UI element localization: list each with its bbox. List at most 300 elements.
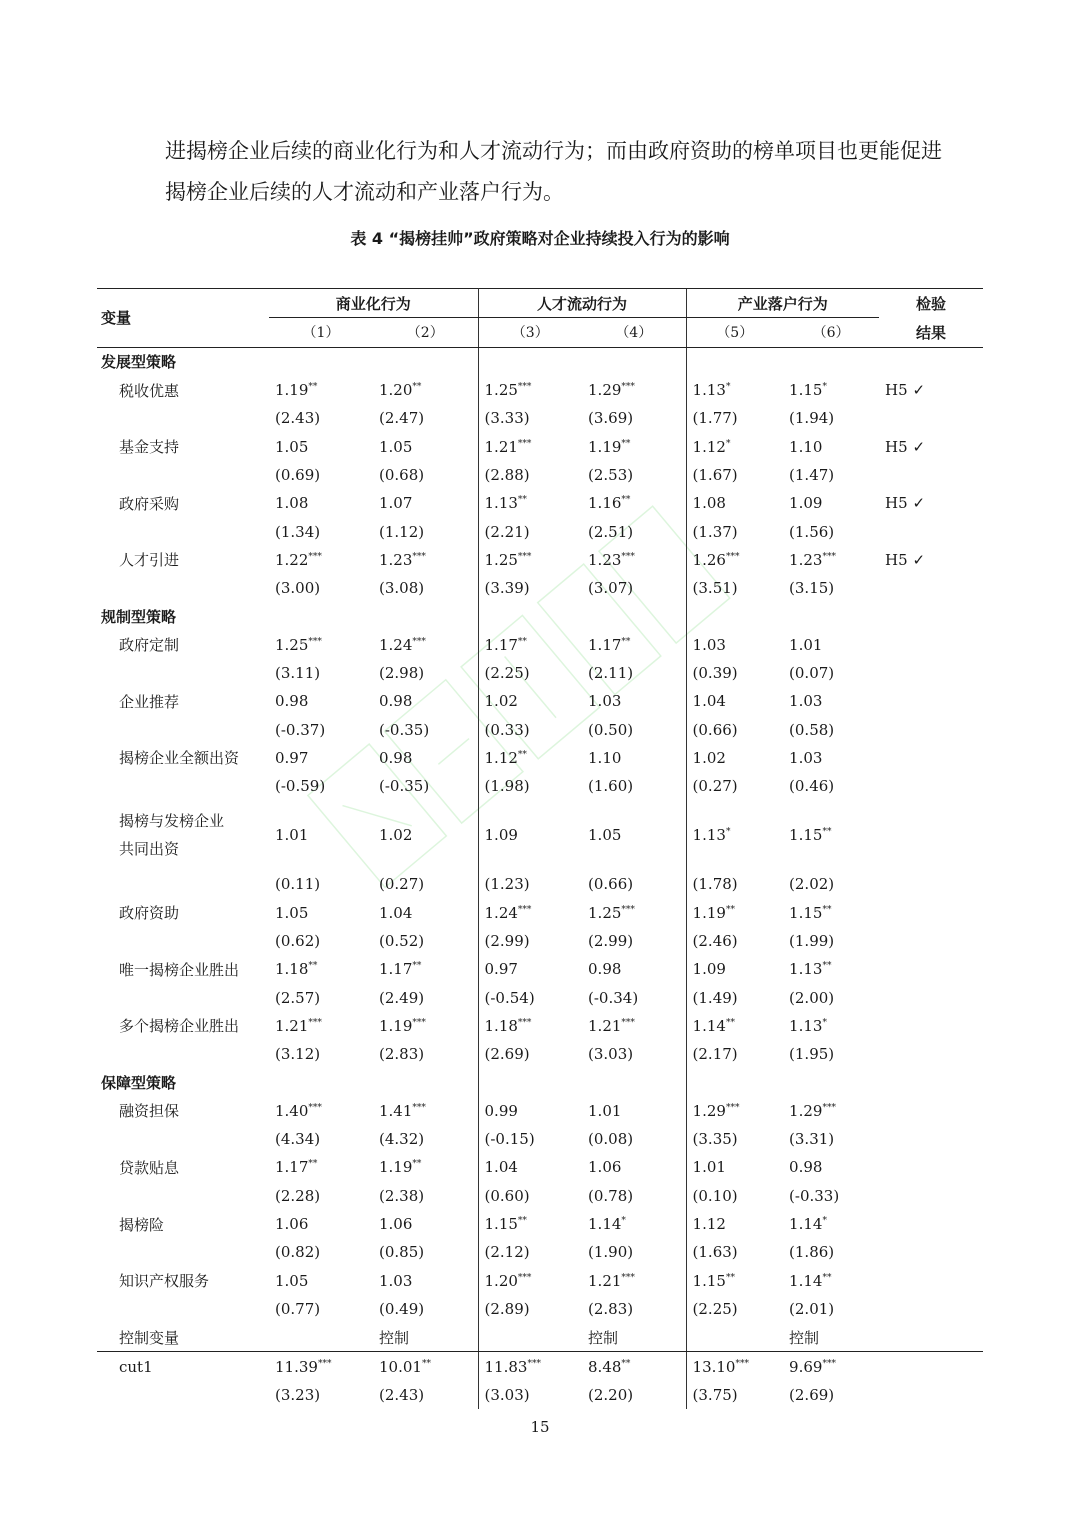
- significance-stars: **: [412, 382, 422, 393]
- t-stat-cell: (1.77): [686, 404, 783, 432]
- empty-cell: [478, 602, 582, 630]
- coef-cell: 1.06: [275, 1215, 309, 1234]
- t-stat-cell: (1.47): [789, 465, 835, 484]
- section-row: [97, 347, 983, 376]
- coef-cell: 1.14**: [789, 1271, 832, 1290]
- empty-cell: [879, 1352, 983, 1381]
- t-stat-cell: (0.78): [588, 1186, 634, 1205]
- empty-cell: [97, 927, 269, 955]
- significance-stars: ***: [621, 1272, 635, 1283]
- header-group: 商业化行为: [269, 289, 478, 318]
- t-stat-row: [97, 574, 983, 602]
- coef-cell: 1.41***: [379, 1101, 426, 1120]
- t-stat-cell: (2.01): [789, 1299, 835, 1318]
- header-model: （5）: [686, 318, 783, 347]
- coef-cell: 1.19**: [379, 1158, 422, 1177]
- coef-cell: 1.10: [789, 437, 823, 456]
- significance-stars: **: [822, 1272, 832, 1283]
- coef-cell: 1.40***: [275, 1101, 322, 1120]
- coef-row: [97, 1153, 983, 1181]
- t-stat-cell: (2.89): [478, 1295, 582, 1323]
- empty-cell: [879, 1068, 983, 1096]
- coef-cell: 1.05: [275, 437, 309, 456]
- header-model: （6）: [783, 318, 879, 347]
- page-number: 15: [530, 1418, 550, 1436]
- header-group: 产业落户行为: [686, 289, 879, 318]
- coef-cell: 0.98: [379, 692, 413, 711]
- t-stat-row: [97, 1125, 983, 1153]
- coef-cell: 1.19**: [275, 381, 318, 400]
- coef-cell: 1.21***: [275, 1016, 322, 1035]
- test-result: [879, 1012, 983, 1040]
- coef-cell: 1.24***: [478, 899, 582, 927]
- t-stat-cell: (2.47): [379, 409, 425, 428]
- variable-label: 基金支持: [119, 438, 180, 457]
- significance-stars: *: [725, 827, 731, 838]
- t-stat-cell: (0.07): [789, 664, 835, 682]
- t-stat-cell: (1.90): [588, 1243, 634, 1262]
- t-stat-cell: (2.12): [478, 1238, 582, 1266]
- coef-cell: 0.99: [478, 1097, 582, 1125]
- coef-cell: 1.13*: [686, 376, 783, 404]
- t-stat-cell: (0.58): [789, 720, 835, 739]
- header-model: （2）: [373, 318, 478, 347]
- t-stat-cell: (1.99): [789, 932, 835, 951]
- empty-cell: [879, 984, 983, 1012]
- test-result: H5 ✓: [885, 550, 926, 569]
- t-stat-cell: (2.99): [478, 927, 582, 955]
- control-cell: 控制: [373, 1323, 478, 1352]
- significance-stars: **: [421, 1358, 431, 1369]
- variable-label: 企业推荐: [119, 692, 180, 711]
- coef-cell: 1.06: [379, 1215, 413, 1234]
- empty-cell: [97, 984, 269, 1012]
- coef-cell: 1.12**: [478, 744, 582, 772]
- significance-stars: ***: [822, 551, 836, 562]
- t-stat-cell: (-0.54): [478, 984, 582, 1012]
- coef-cell: 0.98: [275, 692, 309, 711]
- empty-cell: [879, 602, 983, 630]
- significance-stars: ***: [621, 1017, 635, 1028]
- t-stat-cell: (0.50): [588, 720, 634, 739]
- coef-cell: 0.98: [379, 748, 413, 767]
- coef-cell: 11.39***: [275, 1357, 332, 1376]
- t-stat-cell: (2.38): [379, 1186, 425, 1205]
- t-stat-cell: (2.43): [379, 1385, 425, 1404]
- significance-stars: **: [621, 495, 631, 506]
- control-label: 控制变量: [97, 1323, 269, 1352]
- t-stat-cell: (3.11): [275, 664, 321, 682]
- test-result: [879, 1267, 983, 1295]
- significance-stars: **: [412, 1159, 422, 1170]
- test-result: [879, 899, 983, 927]
- t-stat-cell: (2.21): [478, 517, 582, 545]
- t-stat-cell: (3.69): [588, 409, 634, 428]
- t-stat-cell: (1.94): [789, 409, 835, 428]
- t-stat-row: [97, 1182, 983, 1210]
- coef-cell: 1.24***: [379, 635, 426, 654]
- empty-cell: [269, 602, 373, 630]
- t-stat-row: [97, 715, 983, 743]
- variable-label: 政府采购: [119, 494, 180, 513]
- significance-stars: **: [725, 904, 735, 915]
- coef-cell: 1.21***: [588, 1271, 635, 1290]
- coef-cell: 1.19***: [379, 1016, 426, 1035]
- header-variable: 变量: [97, 289, 269, 348]
- coef-cell: 1.10: [588, 748, 622, 767]
- coef-cell: 1.14*: [588, 1215, 626, 1234]
- coef-cell: 1.13*: [789, 1016, 827, 1035]
- coef-row: [97, 687, 983, 715]
- empty-cell: [97, 870, 269, 898]
- t-stat-cell: (1.37): [686, 517, 783, 545]
- coef-cell: 1.12*: [686, 432, 783, 460]
- coef-cell: 1.07: [379, 494, 413, 513]
- coef-cell: 1.03: [686, 631, 783, 659]
- t-stat-cell: (0.62): [275, 932, 321, 951]
- section-row: [97, 1068, 983, 1096]
- t-stat-cell: (1.86): [789, 1243, 835, 1262]
- significance-stars: **: [517, 636, 527, 647]
- significance-stars: ***: [308, 551, 322, 562]
- table-caption: 表 4 “揭榜挂帅”政府策略对企业持续投入行为的影响: [350, 229, 730, 248]
- empty-cell: [582, 347, 686, 376]
- test-result: [879, 687, 983, 715]
- t-stat-cell: (2.83): [588, 1299, 634, 1318]
- test-result: H5 ✓: [885, 437, 926, 456]
- t-stat-cell: (0.27): [686, 772, 783, 800]
- coef-cell: 1.20***: [478, 1267, 582, 1295]
- empty-cell: [97, 517, 269, 545]
- empty-cell: [879, 404, 983, 432]
- variable-label: 唯一揭榜企业胜出: [119, 960, 240, 979]
- t-stat-cell: (2.46): [686, 927, 783, 955]
- t-stat-row: [97, 1295, 983, 1323]
- significance-stars: ***: [412, 1017, 426, 1028]
- cut1-row: [97, 1352, 983, 1381]
- significance-stars: ***: [621, 551, 635, 562]
- coef-cell: 1.29***: [789, 1101, 836, 1120]
- empty-cell: [783, 602, 879, 630]
- coef-cell: 1.23***: [588, 550, 635, 569]
- significance-stars: **: [725, 1017, 735, 1028]
- coef-cell: 1.17**: [478, 631, 582, 659]
- t-stat-cell: (0.85): [379, 1243, 425, 1262]
- t-stat-cell: (1.67): [686, 461, 783, 489]
- significance-stars: ***: [527, 1358, 541, 1369]
- empty-cell: [97, 772, 269, 800]
- coef-cell: 1.13**: [478, 489, 582, 517]
- test-result: [879, 1210, 983, 1238]
- variable-label: 税收优惠: [119, 381, 180, 400]
- coef-cell: 1.14**: [686, 1012, 783, 1040]
- t-stat-cell: (1.63): [686, 1238, 783, 1266]
- t-stat-cell: (1.34): [275, 522, 321, 541]
- section-row: [97, 602, 983, 630]
- t-stat-cell: (0.60): [478, 1182, 582, 1210]
- t-stat-cell: (2.83): [379, 1045, 425, 1064]
- significance-stars: ***: [621, 904, 635, 915]
- significance-stars: ***: [725, 551, 740, 562]
- empty-cell: [97, 659, 269, 687]
- empty-cell: [879, 347, 983, 376]
- coef-cell: 1.01: [275, 826, 309, 845]
- t-stat-cell: (0.39): [686, 659, 783, 687]
- significance-stars: ***: [517, 382, 532, 393]
- test-result: H5 ✓: [885, 381, 926, 400]
- section-title: 发展型策略: [101, 353, 177, 372]
- empty-cell: [879, 927, 983, 955]
- t-stat-cell: (0.66): [686, 715, 783, 743]
- coef-cell: 1.09: [686, 955, 783, 983]
- significance-stars: ***: [517, 904, 532, 915]
- t-stat-cell: (0.49): [379, 1299, 425, 1318]
- t-stat-cell: (2.51): [588, 522, 634, 541]
- significance-stars: ***: [735, 1358, 749, 1369]
- empty-cell: [373, 602, 478, 630]
- empty-cell: [783, 347, 879, 376]
- coef-cell: 1.05: [588, 826, 622, 845]
- empty-cell: [97, 1238, 269, 1266]
- significance-stars: ***: [517, 1272, 532, 1283]
- coef-cell: 0.98: [789, 1158, 823, 1177]
- empty-cell: [478, 347, 582, 376]
- significance-stars: **: [517, 749, 527, 760]
- coef-cell: 1.05: [379, 437, 413, 456]
- significance-stars: ***: [621, 382, 635, 393]
- control-cell: [269, 1323, 373, 1352]
- coef-cell: 1.13*: [686, 800, 783, 870]
- coef-cell: 1.01: [789, 635, 823, 654]
- significance-stars: ***: [725, 1102, 740, 1113]
- coef-cell: 1.08: [686, 489, 783, 517]
- coef-cell: 1.22***: [275, 550, 322, 569]
- header-test: 检验: [879, 289, 983, 318]
- body-paragraph: 进揭榜企业后续的商业化行为和人才流动行为；而由政府资助的榜单项目也更能促进揭榜企业后续的人才流动和产业落户行为。: [165, 139, 942, 204]
- t-stat-cell: (3.03): [588, 1045, 634, 1064]
- empty-cell: [879, 517, 983, 545]
- variable-label: 揭榜企业全额出资: [119, 749, 240, 768]
- header-test-2: 结果: [879, 318, 983, 347]
- empty-cell: [879, 870, 983, 898]
- coef-cell: 1.09: [789, 494, 823, 513]
- coef-row: [97, 1097, 983, 1125]
- section-title: 规制型策略: [101, 607, 177, 626]
- cut1-t-row: [97, 1381, 983, 1409]
- variable-label: 知识产权服务: [119, 1272, 210, 1291]
- t-stat-cell: (2.57): [275, 988, 321, 1007]
- variable-label: 人才引进: [119, 551, 180, 570]
- coef-cell: 1.19**: [588, 437, 631, 456]
- coef-cell: 1.16**: [588, 494, 631, 513]
- significance-stars: ***: [822, 1358, 836, 1369]
- empty-cell: [879, 715, 983, 743]
- t-stat-row: [97, 659, 983, 687]
- t-stat-cell: (1.23): [478, 870, 582, 898]
- t-stat-row: [97, 517, 983, 545]
- coef-cell: 1.03: [789, 692, 823, 711]
- control-cell: 控制: [582, 1323, 686, 1352]
- coef-cell: 0.97: [275, 748, 309, 767]
- coef-cell: 1.15*: [789, 381, 827, 400]
- t-stat-cell: (2.00): [789, 988, 835, 1007]
- significance-stars: **: [308, 1159, 318, 1170]
- cut1-label: cut1: [119, 1357, 153, 1376]
- coef-cell: 1.03: [789, 748, 823, 767]
- control-cell: [478, 1323, 582, 1352]
- empty-cell: [269, 1068, 373, 1096]
- coef-row: [97, 1210, 983, 1238]
- empty-cell: [879, 1125, 983, 1153]
- significance-stars: ***: [412, 636, 426, 647]
- t-stat-cell: (3.39): [478, 574, 582, 602]
- t-stat-cell: (4.34): [275, 1130, 321, 1149]
- coef-cell: 0.98: [588, 960, 622, 979]
- coef-cell: 1.23***: [789, 550, 836, 569]
- coef-cell: 1.21***: [478, 432, 582, 460]
- test-result: [879, 631, 983, 659]
- coef-cell: 1.15**: [789, 826, 832, 845]
- coef-cell: 1.17**: [275, 1158, 318, 1177]
- significance-stars: ***: [317, 1358, 332, 1369]
- t-stat-cell: (4.32): [379, 1130, 425, 1149]
- coef-cell: 1.13**: [789, 960, 832, 979]
- empty-cell: [686, 1068, 783, 1096]
- empty-cell: [97, 1182, 269, 1210]
- empty-cell: [879, 659, 983, 687]
- t-stat-cell: (2.20): [588, 1385, 634, 1404]
- t-stat-cell: (0.46): [789, 777, 835, 796]
- coef-cell: 11.83***: [478, 1352, 582, 1381]
- t-stat-cell: (0.08): [588, 1130, 634, 1149]
- variable-label: [97, 800, 269, 870]
- control-row: [97, 1323, 983, 1352]
- empty-cell: [97, 1295, 269, 1323]
- coef-cell: 1.18**: [275, 960, 318, 979]
- significance-stars: **: [621, 438, 631, 449]
- coef-row: [97, 899, 983, 927]
- significance-stars: *: [822, 1017, 827, 1028]
- header-model: （3）: [478, 318, 582, 347]
- significance-stars: ***: [517, 551, 532, 562]
- t-stat-cell: (0.27): [379, 875, 425, 894]
- coef-row: [97, 631, 983, 659]
- t-stat-cell: (2.11): [588, 664, 634, 682]
- test-result: H5 ✓: [885, 494, 926, 513]
- t-stat-cell: (1.98): [478, 772, 582, 800]
- coef-cell: 13.10***: [686, 1352, 783, 1381]
- empty-cell: [879, 772, 983, 800]
- empty-cell: [373, 1068, 478, 1096]
- coef-cell: 1.03: [379, 1271, 413, 1290]
- t-stat-cell: (1.49): [686, 984, 783, 1012]
- coef-cell: 1.15**: [478, 1210, 582, 1238]
- t-stat-cell: (-0.33): [789, 1186, 840, 1205]
- coef-cell: 1.02: [686, 744, 783, 772]
- coef-cell: 1.05: [275, 903, 309, 922]
- t-stat-cell: (2.43): [275, 409, 321, 428]
- coef-row: [97, 744, 983, 772]
- empty-cell: [879, 1182, 983, 1210]
- coef-cell: 1.12: [686, 1210, 783, 1238]
- empty-cell: [97, 404, 269, 432]
- t-stat-cell: (3.23): [275, 1385, 321, 1404]
- header-model: （4）: [582, 318, 686, 347]
- header-row-groups: [97, 289, 983, 318]
- coef-row: [97, 1267, 983, 1295]
- empty-cell: [686, 347, 783, 376]
- section-title: 保障型策略: [101, 1074, 177, 1093]
- coef-cell: 1.02: [379, 826, 413, 845]
- coef-cell: 1.29***: [588, 381, 635, 400]
- coef-row: [97, 546, 983, 574]
- empty-cell: [97, 1125, 269, 1153]
- t-stat-row: [97, 404, 983, 432]
- empty-cell: [879, 1238, 983, 1266]
- variable-label-line2: 共同出资: [119, 840, 180, 859]
- significance-stars: **: [822, 827, 832, 838]
- significance-stars: *: [621, 1216, 626, 1227]
- coef-cell: 9.69***: [789, 1357, 836, 1376]
- t-stat-cell: (1.78): [686, 870, 783, 898]
- empty-cell: [582, 1068, 686, 1096]
- t-stat-cell: (3.15): [789, 579, 835, 598]
- significance-stars: ***: [517, 1017, 532, 1028]
- t-stat-cell: (1.95): [789, 1045, 835, 1064]
- significance-stars: **: [621, 636, 631, 647]
- empty-cell: [582, 602, 686, 630]
- t-stat-cell: (-0.35): [379, 720, 430, 739]
- t-stat-cell: (2.02): [789, 875, 835, 894]
- significance-stars: *: [725, 382, 731, 393]
- t-stat-cell: (0.52): [379, 932, 425, 951]
- significance-stars: **: [517, 1216, 527, 1227]
- t-stat-cell: (-0.35): [379, 777, 430, 796]
- regression-table: [97, 288, 983, 1409]
- coef-cell: 1.20**: [379, 381, 422, 400]
- t-stat-cell: (0.10): [686, 1182, 783, 1210]
- significance-stars: *: [822, 1216, 827, 1227]
- coef-cell: 1.26***: [686, 546, 783, 574]
- t-stat-row: [97, 927, 983, 955]
- significance-stars: ***: [822, 1102, 836, 1113]
- significance-stars: **: [822, 904, 832, 915]
- coef-row: [97, 800, 983, 870]
- coef-cell: 1.25***: [275, 635, 322, 654]
- empty-cell: [879, 461, 983, 489]
- coef-cell: 0.97: [478, 955, 582, 983]
- empty-cell: [97, 1040, 269, 1068]
- test-result: [879, 955, 983, 983]
- coef-row: [97, 376, 983, 404]
- test-result: [879, 800, 983, 870]
- variable-label: 多个揭榜企业胜出: [119, 1017, 240, 1036]
- t-stat-cell: (-0.37): [275, 720, 326, 739]
- t-stat-cell: (3.12): [275, 1045, 321, 1064]
- t-stat-cell: (-0.15): [478, 1125, 582, 1153]
- variable-label-line1: 揭榜与发榜企业: [119, 812, 225, 831]
- t-stat-cell: (1.56): [789, 522, 835, 541]
- significance-stars: **: [725, 1272, 735, 1283]
- coef-cell: 1.25***: [588, 903, 635, 922]
- coef-row: [97, 1012, 983, 1040]
- t-stat-cell: (0.66): [588, 875, 634, 894]
- empty-cell: [97, 461, 269, 489]
- t-stat-row: [97, 1040, 983, 1068]
- t-stat-cell: (2.69): [789, 1385, 835, 1404]
- significance-stars: **: [621, 1358, 631, 1369]
- empty-cell: [879, 1381, 983, 1409]
